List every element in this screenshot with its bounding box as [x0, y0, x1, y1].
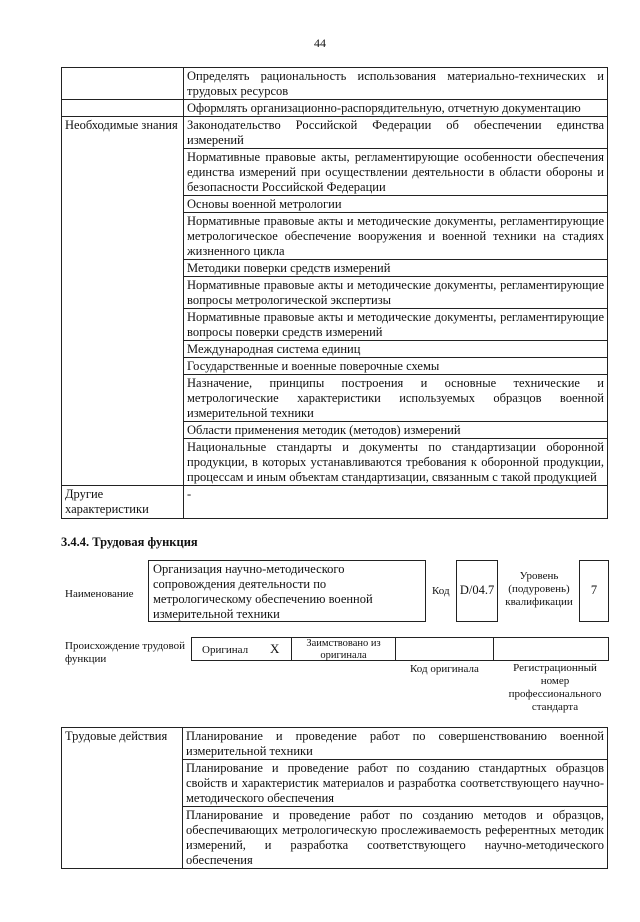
knowledge-item: Основы военной метрологии [184, 196, 608, 213]
borrowed-box: Заимствовано из оригинала [291, 637, 395, 661]
knowledge-item: Нормативные правовые акты и методические документы, регламентирующие вопросы метрологической экспертизы [184, 277, 608, 309]
action-item: Планирование и проведение работ по созданию методов и образцов, обеспечивающих метрологическую прослеживаемость референтных методик измерений, и разработка соответствующего научно-методического обеспечения [183, 807, 608, 869]
original-code-box [395, 637, 493, 661]
knowledge-item: Нормативные правовые акты и методические документы, регламентирующие метрологическое обеспечение вооружения и военной техники на стадиях жизненного цикла [184, 213, 608, 260]
knowledge-item: Нормативные правовые акты и методические документы, регламентирующие вопросы поверки средств измерений [184, 309, 608, 341]
original-mark: X [270, 641, 280, 656]
table-row [62, 68, 608, 100]
original-code-caption: Код оригинала [410, 663, 479, 675]
registration-number-box [493, 637, 609, 661]
action-item: Планирование и проведение работ по совершенствованию военной измерительной техники [183, 728, 608, 760]
original-box [191, 637, 291, 661]
knowledge-item: Области применения методик (методов) измерений [184, 422, 608, 439]
action-item: Планирование и проведение работ по созданию стандартных образцов свойств и характеристик материалов и разработка соответствующего научно-методического обеспечения [183, 760, 608, 807]
function-name: Организация научно-методического сопровождения деятельности по метрологическому обеспечению военной измерительной техники [148, 560, 426, 622]
knowledge-item: Государственные и военные поверочные схемы [184, 358, 608, 375]
name-label: Наименование [65, 588, 134, 600]
knowledge-item: Нормативные правовые акты, регламентирующие особенности обеспечения единства измерений при осуществлении деятельности в области обороны и безопасности Российской Федерации [184, 149, 608, 196]
labor-actions-table [61, 727, 608, 869]
skill-item: Оформлять организационно-распорядительную, отчетную документацию [184, 100, 608, 117]
qualification-level: 7 [579, 560, 609, 622]
table-row [62, 100, 608, 117]
knowledge-item: Международная система единиц [184, 341, 608, 358]
code-label: Код [432, 585, 450, 597]
knowledge-label: Необходимые знания [62, 117, 184, 486]
table-row [62, 486, 608, 519]
origin-label: Происхождение трудовой функции [65, 640, 186, 665]
function-code: D/04.7 [456, 560, 498, 622]
other-value: - [184, 486, 608, 519]
knowledge-item: Методики поверки средств измерений [184, 260, 608, 277]
actions-label: Трудовые действия [62, 728, 183, 869]
other-label: Другие характеристики [62, 486, 184, 519]
table-row [62, 117, 608, 149]
original-label: Оригинал [202, 644, 249, 656]
table-row [62, 728, 608, 760]
page-number: 44 [314, 36, 326, 50]
empty-label-cell [62, 100, 184, 117]
knowledge-item: Законодательство Российской Федерации об обеспечении единства измерений [184, 117, 608, 149]
section-title: 3.4.4. Трудовая функция [61, 535, 198, 549]
knowledge-item: Национальные стандарты и документы по стандартизации оборонной продукции, в которых устанавливаются требования к оборонной продукции, процессам и иным объектам стандартизации, связанным с такой продукцией [184, 439, 608, 486]
knowledge-item: Назначение, принципы построения и основные технические и метрологические характеристики используемых образцов военной измерительной техники [184, 375, 608, 422]
skills-knowledge-table [61, 67, 608, 519]
empty-label-cell [62, 68, 184, 100]
skill-item: Определять рациональность использования материально-технических и трудовых ресурсов [184, 68, 608, 100]
registration-number-caption: Регистрационный номер профессионального стандарта [508, 662, 602, 713]
level-label: Уровень (подуровень) квалификации [505, 570, 573, 608]
